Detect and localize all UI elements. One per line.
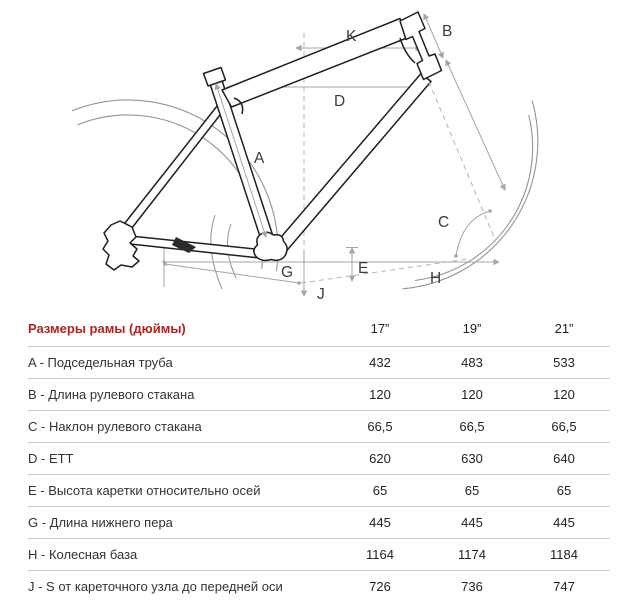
dim-label-c: C	[438, 214, 450, 231]
row-value: 620	[369, 450, 391, 466]
row-value: 630	[461, 450, 483, 466]
row-value: 726	[369, 578, 391, 594]
table-row	[28, 538, 610, 570]
bb-shell	[254, 232, 287, 260]
dim-label-j: J	[317, 286, 325, 303]
dim-line-steer-extension	[446, 60, 505, 190]
row-value: 65	[464, 482, 480, 498]
front-wheel-arcs	[403, 101, 538, 289]
dim-label-b: B	[442, 23, 453, 40]
column-header-19: 19”	[462, 320, 482, 336]
row-value: 736	[461, 578, 483, 594]
top-tube	[222, 19, 408, 108]
row-value: 120	[369, 386, 391, 402]
dim-arc-c	[456, 211, 490, 256]
row-value: 1164	[366, 546, 394, 562]
row-value: 1174	[458, 546, 486, 562]
row-label: E - Высота каретки относительно осей	[28, 482, 261, 498]
row-label: G - Длина нижнего пера	[28, 514, 173, 530]
geometry-table	[28, 311, 610, 600]
table-row	[28, 378, 610, 410]
row-label: C - Наклон рулевого стакана	[28, 418, 202, 434]
row-value: 445	[461, 514, 483, 530]
row-label: H - Колесная база	[28, 546, 138, 562]
frame-outline	[103, 12, 442, 270]
row-value: 120	[553, 386, 575, 402]
table-row	[28, 410, 610, 442]
dim-label-e: E	[358, 260, 369, 277]
row-value: 483	[461, 354, 483, 370]
row-value: 533	[553, 354, 575, 370]
row-value: 445	[553, 514, 575, 530]
dim-label-g: G	[281, 264, 294, 281]
seat-stay	[121, 101, 227, 233]
table-row	[28, 442, 610, 474]
row-value: 65	[556, 482, 572, 498]
column-header-21: 21”	[554, 320, 574, 336]
row-value: 445	[369, 514, 391, 530]
dim-label-a: A	[254, 150, 265, 167]
dim-label-h: H	[430, 270, 442, 287]
table-row	[28, 474, 610, 506]
row-value: 747	[553, 578, 575, 594]
row-value: 120	[461, 386, 483, 402]
table-row	[28, 346, 610, 378]
row-value: 66,5	[367, 418, 393, 434]
row-label: D - ETT	[28, 450, 74, 466]
table-header-row	[28, 311, 610, 346]
row-value: 640	[553, 450, 575, 466]
dim-label-k: K	[346, 28, 357, 45]
down-tube	[276, 74, 431, 252]
rear-dropout	[103, 221, 139, 270]
row-label: A - Подседельная труба	[28, 354, 173, 370]
column-header-17: 17”	[370, 320, 390, 336]
head-tube-gusset	[400, 38, 415, 63]
row-value: 432	[369, 354, 391, 370]
row-value: 1184	[550, 546, 578, 562]
head-tube	[400, 12, 442, 80]
table-row	[28, 570, 610, 600]
table-row	[28, 506, 610, 538]
row-label: B - Длина рулевого стакана	[28, 386, 195, 402]
table-title: Размеры рамы (дюймы)	[28, 320, 186, 336]
row-value: 66,5	[551, 418, 577, 434]
row-value: 66,5	[459, 418, 485, 434]
row-label: J - S от кареточного узла до передней оси	[28, 578, 283, 594]
row-value: 65	[372, 482, 388, 498]
dim-label-d: D	[334, 93, 346, 110]
